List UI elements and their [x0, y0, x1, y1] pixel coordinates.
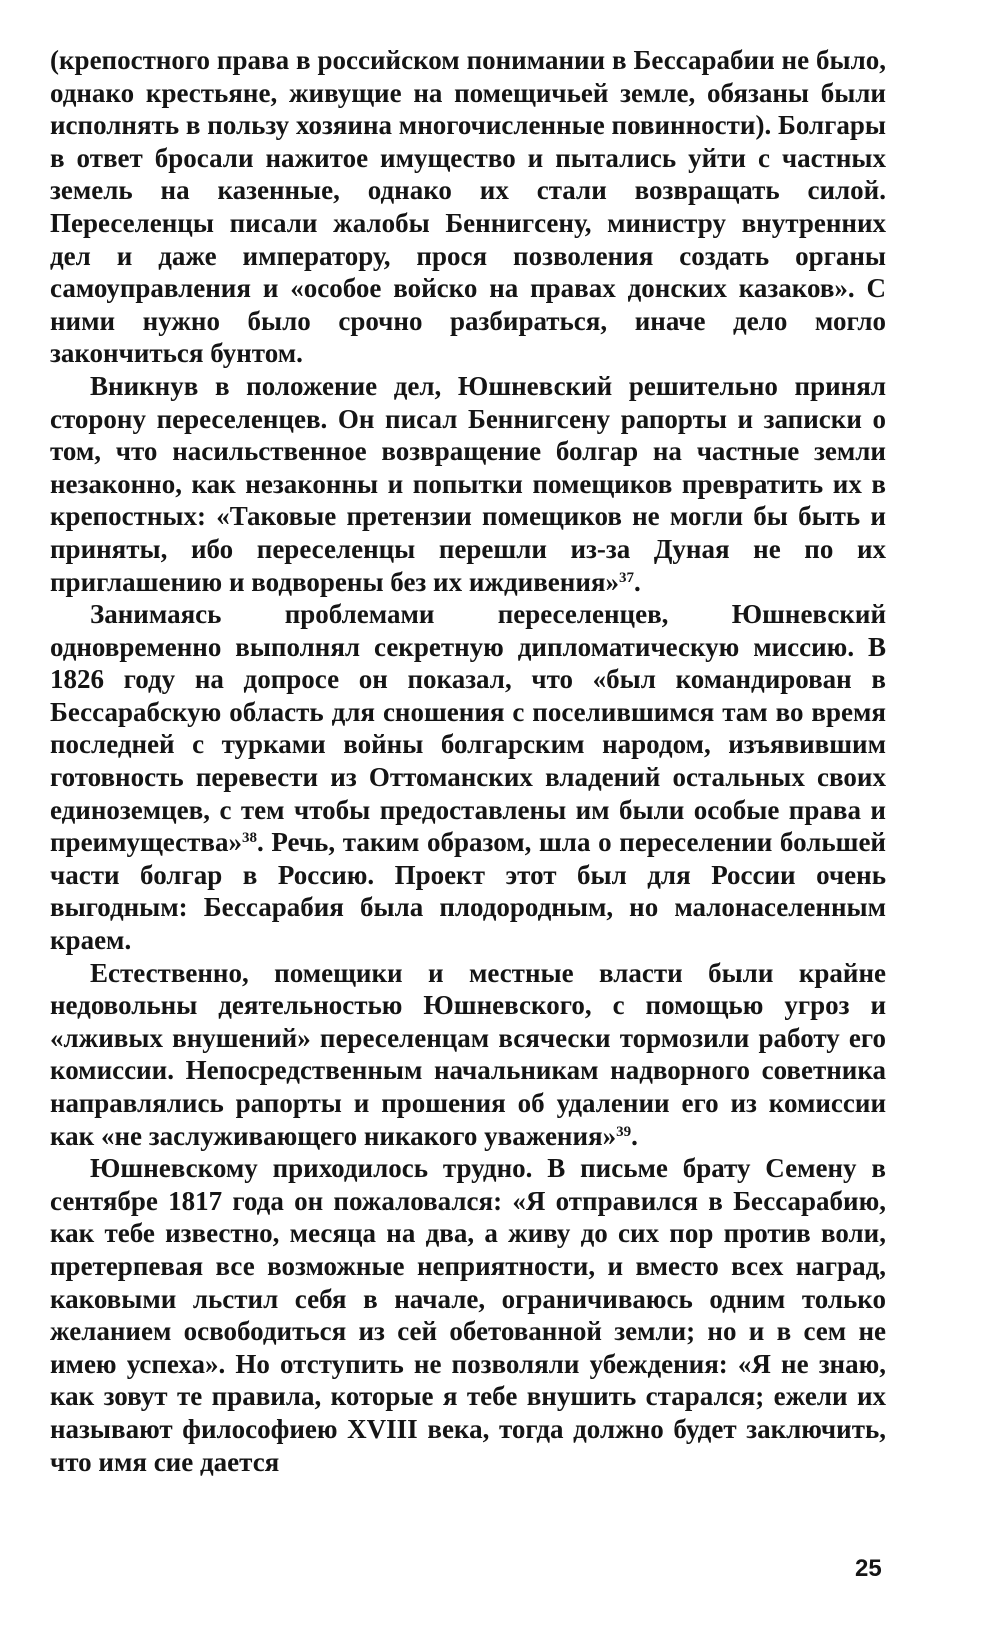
paragraph-text: Естественно, помещики и местные власти были крайне недовольны деятельностью Юшневского, с помощью угроз и «лживых внушений» переселенцам всячески тормозили работу его комиссии. Непосредственным начальникам надворного советника направлялись рапорты и прошения об удалении его из комиссии как «не заслуживающего никакого уважения» — [50, 957, 886, 1151]
paragraph-text: . — [633, 566, 641, 597]
paragraph — [50, 44, 886, 370]
page-number: 25 — [855, 1555, 882, 1582]
paragraph-text: Занимаясь проблемами переселенцев, Юшневский одновременно выполнял секретную дипломатическую миссию. В 1826 году на допросе он показал, что «был командирован в Бессарабскую область для сношения с поселившимся там во время последней с турками войны болгарским народом, изъявившим готовность перевести из Оттоманских владений остальных своих единоземцев, с тем чтобы предоставлены им были особые права и преимущества» — [50, 599, 886, 858]
paragraph — [50, 1152, 886, 1478]
paragraph — [50, 957, 886, 1153]
paragraph — [50, 598, 886, 957]
footnote-ref: 37 — [618, 569, 634, 586]
footnote-ref: 39 — [616, 1123, 632, 1140]
paragraph-text: Юшневскому приходилось трудно. В письме брату Семену в сентябре 1817 года он пожаловался: «Я отправился в Бессарабию, как тебе известно, месяца на два, а живу до сих пор против воли, претерпевая все возможные неприятности, и вместо всех наград, каковыми льстил себя в начале, ограничиваюсь одним только желанием освободиться из сей обетованной земли; но и в сем не имею успеха». Но отступить не позволяли убеждения: «Я не знаю, как зовут те правила, которые я тебе внушить старался; ежели их называют философиею XVIII века, тогда должно будет заключить, что имя сие дается — [50, 1153, 886, 1477]
paragraph — [50, 370, 886, 598]
paragraph-text: . — [631, 1120, 638, 1151]
paragraph-text: . Речь, таким образом, шла о переселении большей части болгар в Россию. Проект этот был для России очень выгодным: Бессарабия была плодородным, но малонаселенным краем. — [50, 827, 886, 956]
paragraph-text: Вникнув в положение дел, Юшневский решительно принял сторону переселенцев. Он писал Беннигсену рапорты и записки о том, что насильственное возвращение болгар на частные земли незаконно, как незаконны и попытки помещиков превратить их в крепостных: «Таковые претензии помещиков не могли бы быть и приняты, ибо переселенцы перешли из-за Дуная не по их приглашению и водворены без их иждивения» — [50, 370, 886, 597]
footnote-ref: 38 — [241, 830, 257, 847]
paragraph-text: (крепостного права в российском понимании в Бессарабии не было, однако крестьяне, живущие на помещичьей земле, обязаны были исполнять в пользу хозяина многочисленные повинности). Болгары в ответ бросали нажитое имущество и пытались уйти с частных земель на казенные, однако их стали возвращать силой. Переселенцы писали жалобы Беннигсену, министру внутренних дел и даже императору, прося позволения создать органы самоуправления и «особое войско на правах донских казаков». С ними нужно было срочно разбираться, иначе дело могло закончиться бунтом. — [50, 45, 886, 369]
body-text — [50, 44, 886, 1478]
